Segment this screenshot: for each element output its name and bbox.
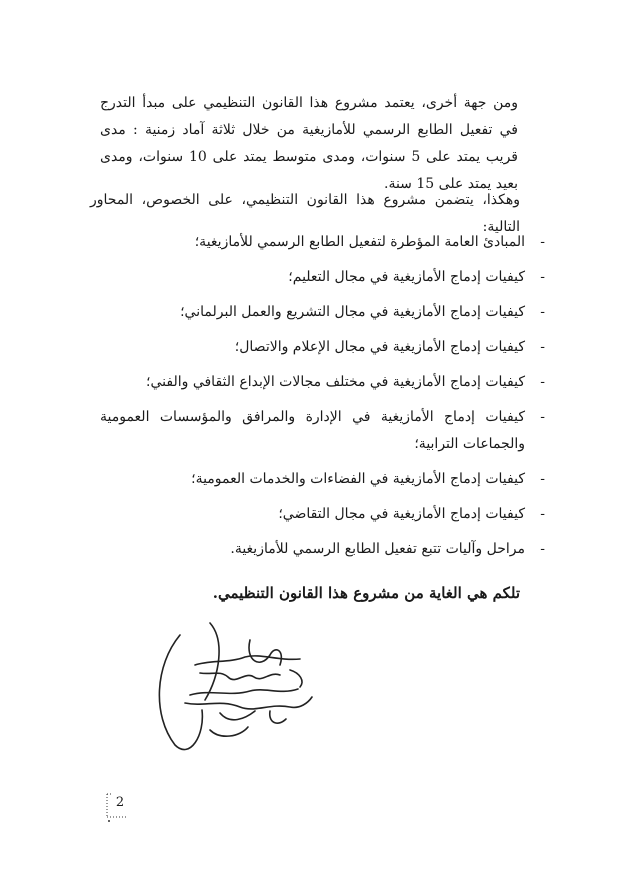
list-item — [100, 536, 545, 563]
list-item-text: كيفيات إدماج الأمازيغية في مجال التقاضي؛ — [278, 506, 525, 522]
list-item-text: المبادئ العامة المؤطرة لتفعيل الطابع الرسمي للأمازيغية؛ — [194, 234, 525, 250]
list-item-text: كيفيات إدماج الأمازيغية في مجال الإعلام والاتصال؛ — [234, 339, 525, 355]
list-item — [100, 404, 545, 458]
bullet-dash: - — [540, 541, 545, 557]
signature — [150, 615, 315, 760]
bullet-dash: - — [540, 304, 545, 320]
bullet-dash: - — [540, 471, 545, 487]
list-item-text: كيفيات إدماج الأمازيغية في الإدارة والمرافق والمؤسسات العمومية والجماعات الترابية؛ — [100, 409, 525, 452]
axes-list — [100, 229, 545, 571]
conclusion-statement: تلكم هي الغاية من مشروع هذا القانون التنظيمي. — [212, 584, 520, 602]
list-item-text: مراحل وآليات تتبع تفعيل الطابع الرسمي للأمازيغية. — [230, 541, 525, 557]
bullet-dash: - — [540, 409, 545, 425]
list-item-text: كيفيات إدماج الأمازيغية في مختلف مجالات الإبداع الثقافي والفني؛ — [146, 374, 525, 390]
bullet-dash: - — [540, 339, 545, 355]
lead-paragraph: وهكذا، يتضمن مشروع هذا القانون التنظيمي، على الخصوص، المحاور التالية: — [90, 192, 520, 235]
list-item — [100, 229, 545, 256]
bullet-dash: - — [540, 374, 545, 390]
list-item — [100, 466, 545, 493]
list-item — [100, 501, 545, 528]
list-item — [100, 369, 545, 396]
list-item-text: كيفيات إدماج الأمازيغية في مجال التشريع والعمل البرلماني؛ — [180, 304, 525, 320]
list-item-text: كيفيات إدماج الأمازيغية في الفضاءات والخدمات العمومية؛ — [191, 471, 525, 487]
list-item — [100, 334, 545, 361]
page-number: 2 — [115, 795, 125, 810]
list-item — [100, 299, 545, 326]
bullet-dash: - — [540, 269, 545, 285]
bullet-dash: - — [540, 506, 545, 522]
list-item-text: كيفيات إدماج الأمازيغية في مجال التعليم؛ — [288, 269, 525, 285]
bullet-dash: - — [540, 234, 545, 250]
list-item — [100, 264, 545, 291]
signature-scribble — [150, 615, 315, 760]
intro-paragraph: ومن جهة أخرى، يعتمد مشروع هذا القانون التنظيمي على مبدأ التدرج في تفعيل الطابع الرسمي للأمازيغية من خلال ثلاثة آماد زمنية : مدى قريب يمتد على 5 سنوات، ومدى متوسط يمتد على 10 سنوات، ومدى بعيد يمتد على 15 سنة. — [100, 95, 518, 192]
